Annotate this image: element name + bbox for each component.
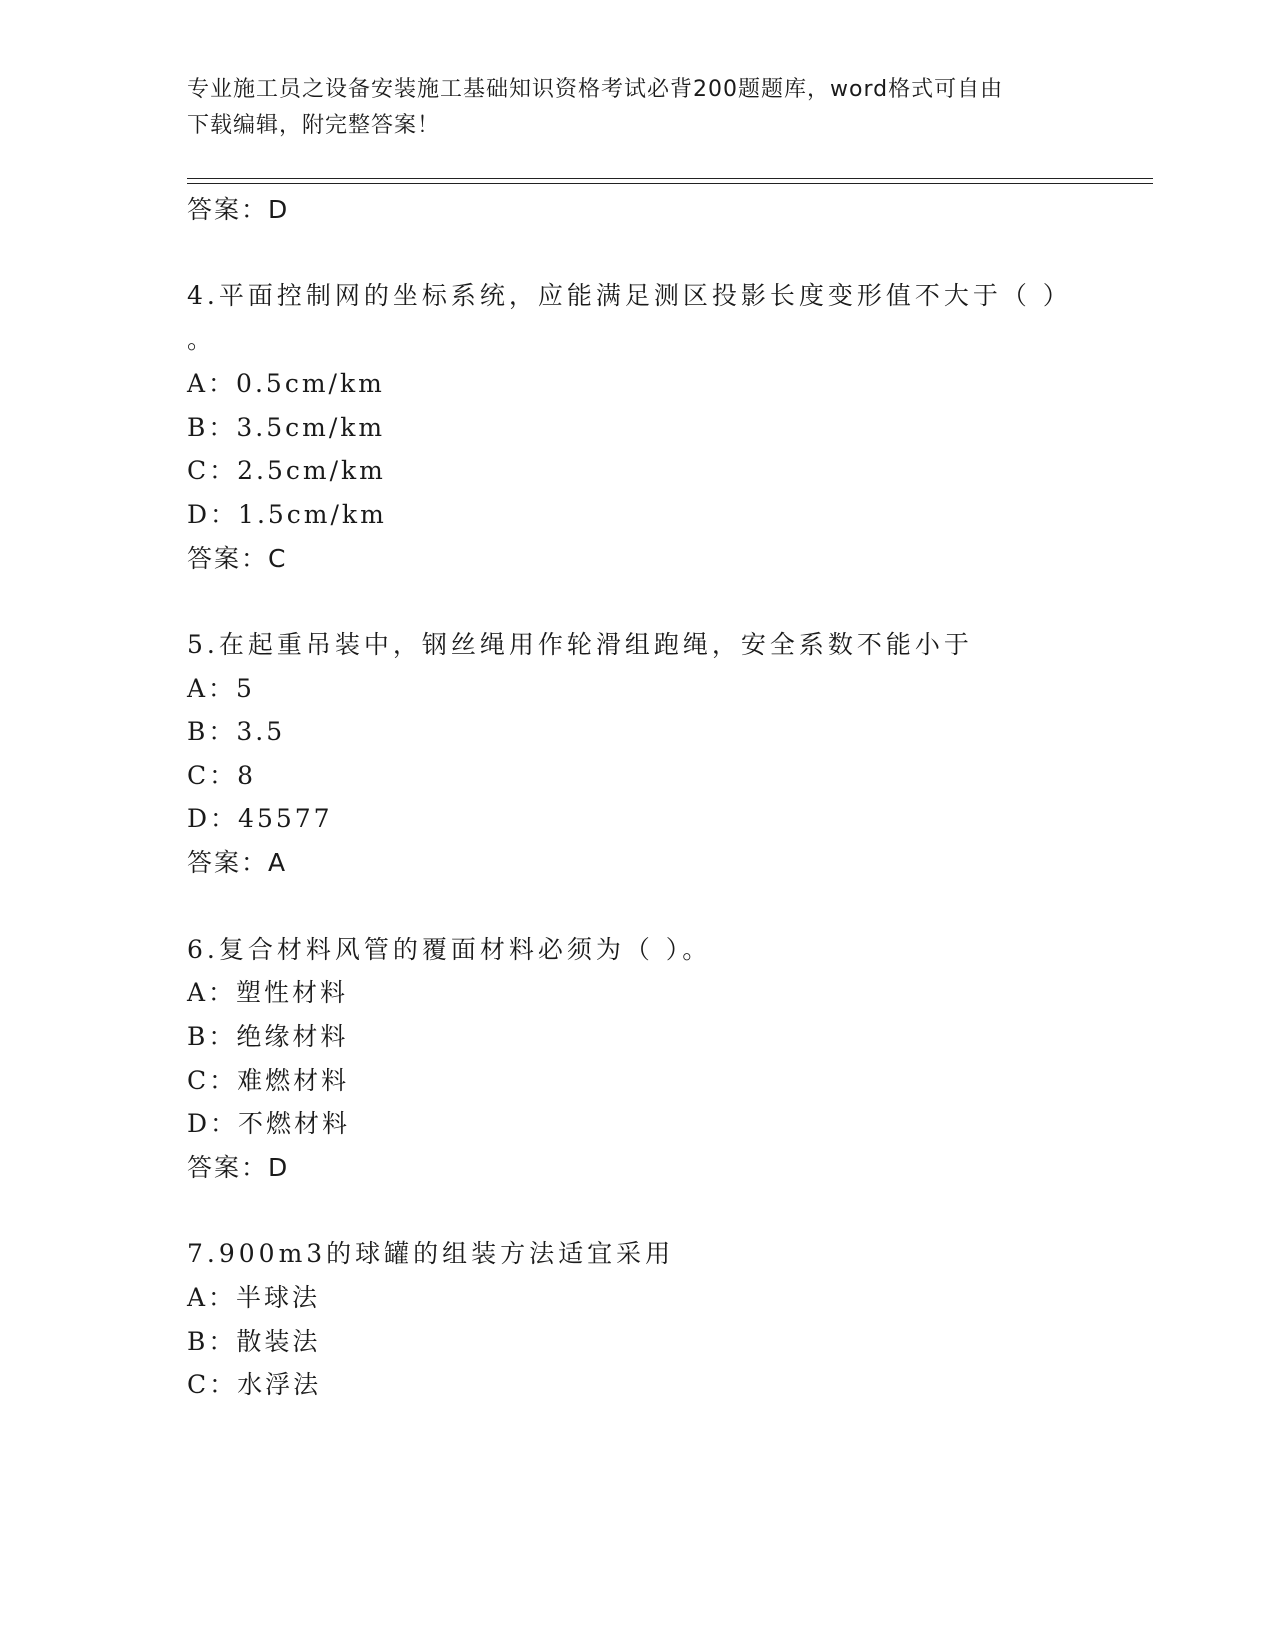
q5-question: 5.在起重吊装中，钢丝绳用作轮滑组跑绳，安全系数不能小于 [187,630,973,659]
q5-option-c: C：8 [187,761,257,790]
header-line-2: 下载编辑，附完整答案！ [187,113,441,138]
q3-answer: 答案：D [187,195,290,224]
q4-question: 4.平面控制网的坐标系统，应能满足测区投影长度变形值不大于（ ） [187,281,1072,310]
q7-option-b: B：散装法 [187,1327,321,1356]
q5-answer: 答案：A [187,848,288,877]
q4-option-d: D：1.5cm/km [187,500,387,529]
header-divider-bottom [187,183,1153,184]
q6-answer: 答案：D [187,1153,290,1182]
q5-option-b: B：3.5 [187,717,286,746]
q4-option-b: B：3.5cm/km [187,413,386,442]
q5-option-a: A：5 [187,674,255,703]
q6-question: 6.复合材料风管的覆面材料必须为（ ）。 [187,935,712,964]
q6-option-c: C：难燃材料 [187,1066,350,1095]
q4-option-c: C：2.5cm/km [187,456,386,485]
q4-question-continued: 。 [187,325,217,354]
q6-option-d: D：不燃材料 [187,1109,351,1138]
q7-option-a: A：半球法 [187,1283,321,1312]
q7-question: 7.900m3的球罐的组装方法适宜采用 [187,1239,675,1268]
header-divider-top [187,178,1153,179]
q4-option-a: A：0.5cm/km [187,369,385,398]
q4-answer: 答案：C [187,544,288,573]
q7-option-c: C：水浮法 [187,1370,322,1399]
q6-option-b: B：绝缘材料 [187,1022,349,1051]
header-line-1: 专业施工员之设备安装施工基础知识资格考试必背200题题库，word格式可自由 [187,77,1004,102]
q6-option-a: A：塑性材料 [187,978,349,1007]
q5-option-d: D：45577 [187,804,333,833]
document-header [187,72,1067,144]
